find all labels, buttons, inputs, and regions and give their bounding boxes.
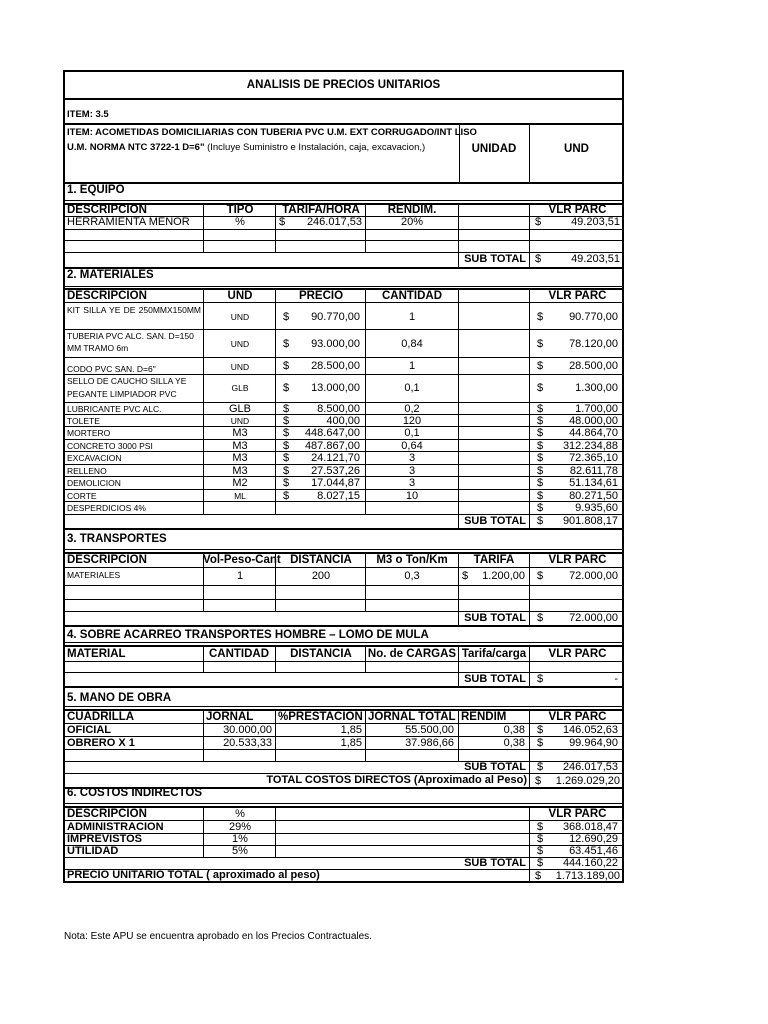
total-directos: 1.269.029,20 [555,775,620,787]
item-description: ITEM: ACOMETIDAS DOMICILIARIAS CON TUBERIA PVC U.M. EXT CORRUGADO/INT LISO [67,127,477,138]
acarreo-header-tarifa: Tarifa/carga [461,648,527,660]
ind-header-pct: % [235,808,245,820]
mo-row-cuadrilla: OFICIAL [67,724,111,736]
indirectos-subtotal: 444.160,22 [562,857,618,869]
equipo-rend: 20% [400,216,424,228]
mo-header-rend: RENDIM [461,711,507,723]
ind-row-desc: ADMINISTRACION [67,821,164,833]
section-acarreo-title: 4. SOBRE ACARREO TRANSPORTES HOMBRE – LOMO DE MULA [67,629,429,641]
precio-unitario-label: PRECIO UNITARIO TOTAL ( aproximado al peso) [67,869,320,881]
ind-row-desc: UTILIDAD [67,845,119,857]
trans-header-vol: Vol-Peso-Cant [203,554,281,566]
mat-row-desc: TUBERIA PVC ALC. SAN. D=150 MM TRAMO 6m [67,331,194,353]
mano-obra-subtotal: 246.017,53 [562,761,618,773]
mo-header-prest: %PRESTACION [278,711,363,723]
mo-header-total: JORNAL TOTAL [368,711,456,723]
equipo-tipo: % [235,216,245,228]
equipo-header-tarifa: TARIFA/HORA [282,204,360,216]
acarreo-header-distancia: DISTANCIA [290,648,352,660]
mano-obra-subtotal-label: SUB TOTAL [464,761,526,773]
materiales-subtotal-label: SUB TOTAL [464,515,526,527]
mat-header-desc: DESCRIPCION [67,290,147,302]
unidad-label: UNIDAD [471,143,517,155]
sheet-title: ANALISIS DE PRECIOS UNITARIOS [246,79,441,91]
transportes-subtotal: 72.000,00 [569,612,618,624]
equipo-subtotal: 49.203,51 [571,253,620,265]
precio-unitario: 1.713.189,00 [555,870,620,882]
equipo-desc: HERRAMIENTA MENOR [67,216,190,228]
mo-header-jornal: JORNAL [206,711,254,723]
mat-row-desc: SELLO DE CAUCHO SILLA YE PEGANTE LIMPIADOR PVC [67,376,187,399]
item-code: ITEM: 3.5 [67,109,109,120]
trans-header-dist: DISTANCIA [290,554,352,566]
trans-header-vlr: VLR PARC [548,554,607,566]
ind-header-desc: DESCRIPCION [67,808,147,820]
section-equipo-title: 1. EQUIPO [67,184,125,196]
acarreo-header-cantidad: CANTIDAD [208,648,270,660]
materiales-subtotal: 901.808,17 [562,515,618,527]
equipo-subtotal-label: SUB TOTAL [464,253,526,265]
acarreo-header-cargas: No. de CARGAS [367,648,457,660]
approval-note: Nota: Este APU se encuentra aprobado en los Precios Contractuales. [64,931,372,942]
mat-header-und: UND [227,290,253,302]
mat-row-desc: KIT SILLA YE DE 250MMX150MM [67,305,201,315]
ind-row-desc: IMPREVISTOS [67,833,142,845]
acarreo-subtotal-label: SUB TOTAL [464,673,526,685]
equipo-header-rend: RENDIM. [387,204,437,216]
section-indirectos-title: 6. COSTOS INDIRECTOS [67,787,203,799]
apu-sheet: ANALISIS DE PRECIOS UNITARIOS ITEM: 3.5 ITEM: ACOMETIDAS DOMICILIARIAS CON TUBERIA PVC U.M. EXT CORRUGADO/INT LISO U.M. NORMA NTC 3722-1 D=6" (Incluye Suministro e Instalación, caja, excavacion,) UNIDAD UND 1. EQUIPO DESCRIPCION TIPO TARIFA/HORA RENDIM. VLR PARC HERRAMIENTA MENOR % $ 246.017,53 20% $ 49.203,51 SUB TOTAL $ 49.203,51 2. MATERIALES DESCRIPCION UND PRECIO CANTIDAD VLR PARC KIT SILLA YE DE 250MMX150MM UND $ 90.770,00 1 $ 90.770,00 TUBERIA PVC ALC. SAN. D=150 MM TRAMO 6m UND $ 93.000,00 0,84 $ 78.120,00 CODO PVC SAN. D=6" UND $ 28.500,00 1 $ 28.500,00 SELLO DE CAUCHO SILLA YE PEGANTE LIMPIADOR PVC GLB $ 13.000,00 0,1 $ 1.300,00 LUBRICANTE PVC ALC. GLB $ 8.500,00 0,2 $ 1.700,00 TOLETE UND $ 400,00 120 $ 48.000,00 MORTERO M3 $ 448.647,00 0,1 $ 44.864,70 CONCRETO 3000 PSI M3 $ 487.867,00 0,64 $ 312.234,88 EXCAVACION M3 $ 24.121,70 3 $ 72.365,10 RELLENO M3 $ 27.537,26 3 $ 82.611,78 DEMOLICION M2 $ 17.044,87 3 $ 51.134,61 CORTE ML $ 8.027,15 10 $ 80.271,50 DESPERDICIOS 4% $ 9.935,60 SUB TOTAL $ 901.808,17 3. TRANSPORTES DESCRIPCION Vol-Peso-Cant DISTANCIA M3 o Ton/Km TARIFA VLR PARC MATERIALES 1 200 0,3 $ 1.200,00 $ 72.000,00 SUB TOTAL $ 72.000,00 4. SOBRE ACARREO TRANSPORTES HOMBRE – LOMO DE MULA MATERIAL CANTIDAD DISTANCIA No. de CARGAS Tarifa/carga VLR PARC SUB TOTAL $ - 5. MANO DE OBRA CUADRILLA JORNAL %PRESTACION JORNAL TOTAL RENDIM VLR PARC OFICIAL 30.000,00 1,85 55.500,00 0,38 $ 146.052,63 OBRERO X 1 20.533,33 1,85 37.986,66 0,38 $ 99.964,90 SUB TOTAL $ 246.017,53 TOTAL COSTOS DIRECTOS (Aproximado al Peso) $ 1.269.029,20 6. COSTOS INDIRECTOS DESCRIPCION % VLR PARC ADMINISTRACION 29% $ 368.018,47 IMPREVISTOS 1% $ 12.690,29 UTILIDAD 5% $ 63.451,46 SUB TOTAL $ 444.160,22 PRECIO UNITARIO TOTAL ( aproximado al peso) $ 1.713.189,00 [63,70,624,883]
mat-header-cantidad: CANTIDAD [381,290,443,302]
acarreo-header-vlr: VLR PARC [548,648,607,660]
mo-header-vlr: VLR PARC [548,711,607,723]
equipo-header-desc: DESCRIPCION [67,204,147,216]
acarreo-subtotal: - [614,673,618,685]
trans-header-tarifa: TARIFA [473,554,515,566]
trans-desc: MATERIALES [67,570,121,580]
item-description-2: U.M. NORMA NTC 3722-1 D=6" (Incluye Suministro e Instalación, caja, excavacion,) [67,142,426,153]
mat-row-desc: CODO PVC SAN. D=6" [67,364,156,374]
mat-header-precio: PRECIO [298,290,344,302]
equipo-header-tipo: TIPO [226,204,254,216]
ind-header-vlr: VLR PARC [548,808,607,820]
mo-row-cuadrilla: OBRERO X 1 [67,737,135,749]
section-mano-obra-title: 5. MANO DE OBRA [67,692,172,704]
transportes-subtotal-label: SUB TOTAL [464,612,526,624]
section-materiales-title: 2. MATERIALES [67,269,154,281]
equipo-header-vlr: VLR PARC [548,204,607,216]
equipo-tarifa: 246.017,53 [306,216,362,228]
trans-header-desc: DESCRIPCION [67,554,147,566]
equipo-vlr: 49.203,51 [571,216,620,228]
section-transportes-title: 3. TRANSPORTES [67,533,167,545]
total-directos-label: TOTAL COSTOS DIRECTOS (Aproximado al Peso) [266,774,527,786]
mat-header-vlr: VLR PARC [548,290,607,302]
acarreo-header-material: MATERIAL [67,648,126,660]
trans-header-m3: M3 o Ton/Km [376,554,448,566]
indirectos-subtotal-label: SUB TOTAL [464,857,526,869]
mo-header-cuadrilla: CUADRILLA [67,711,135,723]
unidad-value: UND [564,143,589,155]
